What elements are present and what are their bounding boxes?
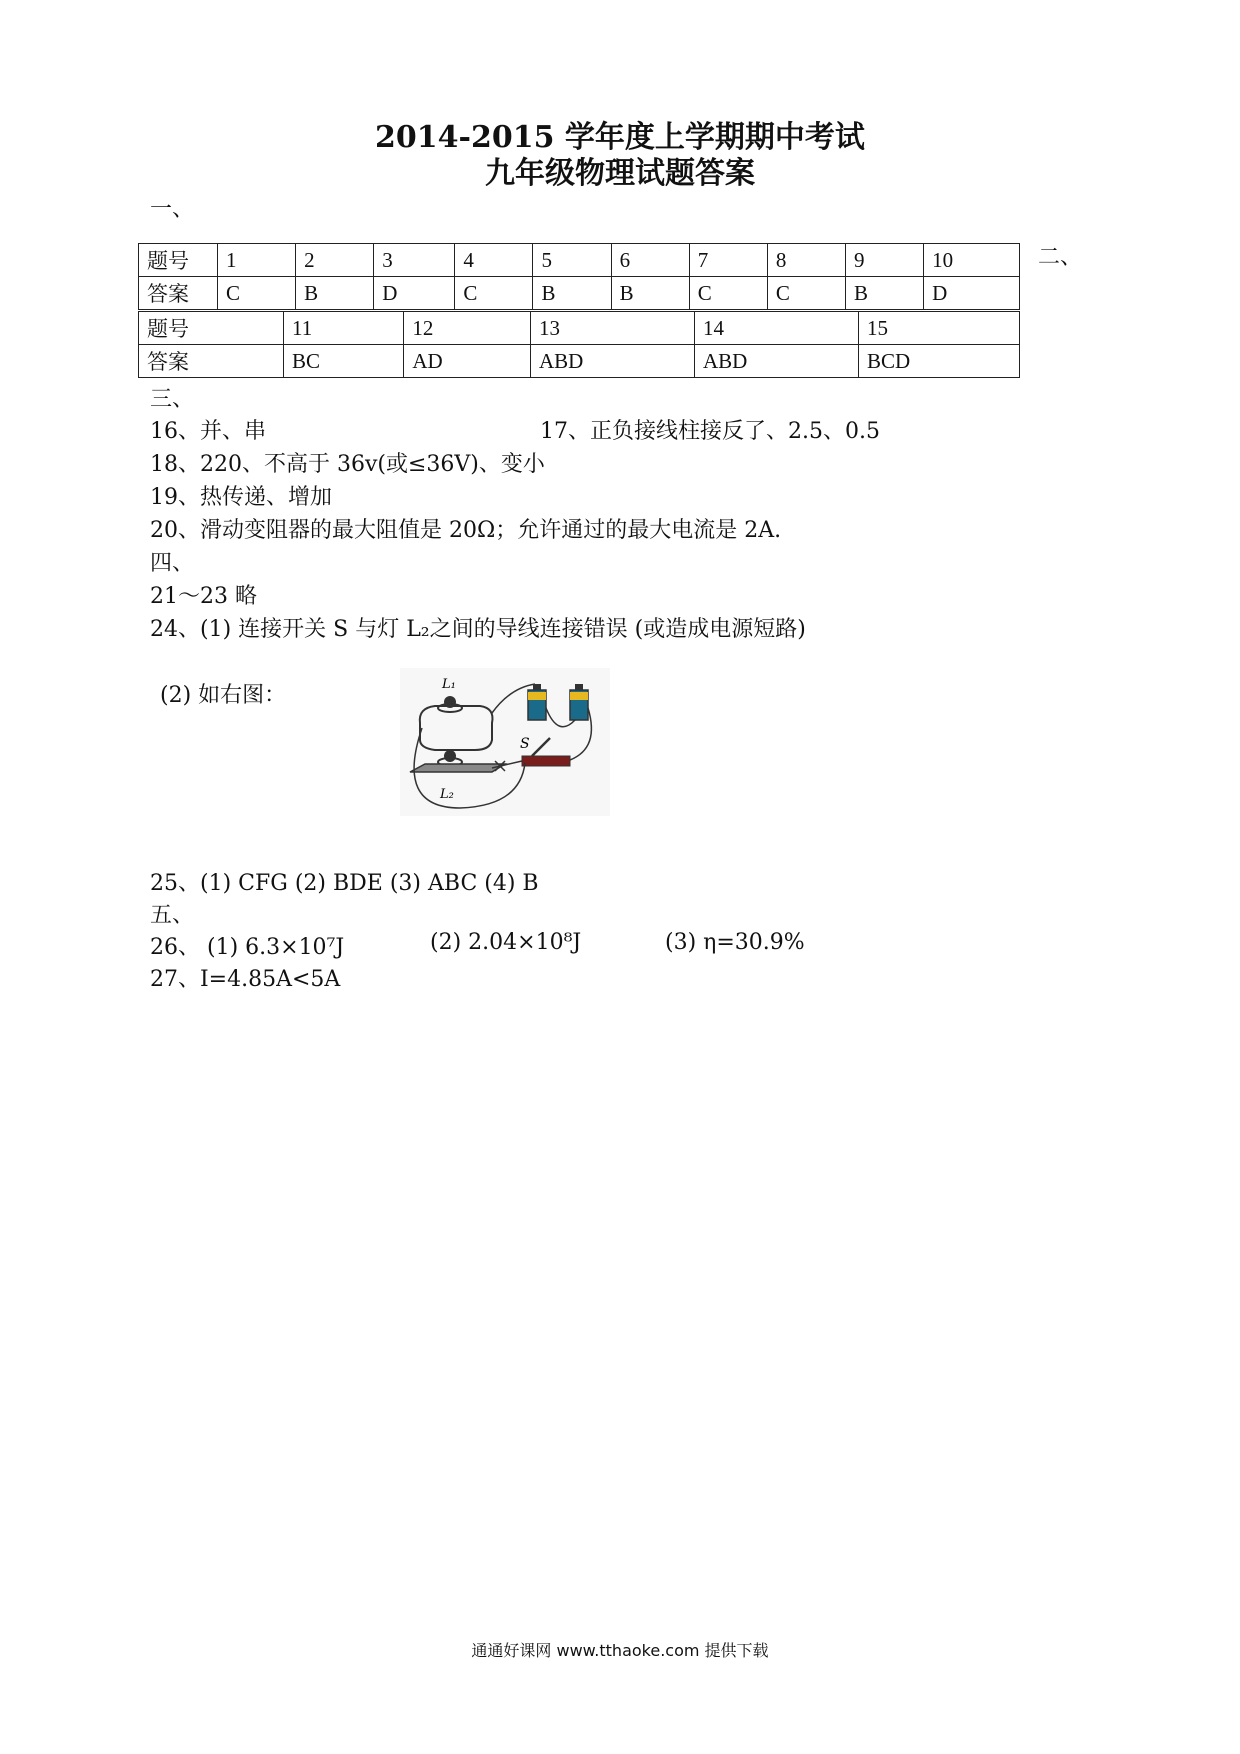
section-5-label: 五、: [150, 903, 195, 928]
table-cell: 11: [284, 312, 404, 345]
table-cell: ABD: [530, 345, 694, 378]
section-4-label: 四、: [150, 551, 195, 576]
table-cell: 2: [296, 244, 374, 277]
answer-table-1: [138, 243, 1020, 310]
answer-24-part1: 24、(1) 连接开关 S 与灯 L₂之间的导线连接错误 (或造成电源短路): [150, 617, 806, 642]
table-cell: AD: [404, 345, 531, 378]
table-cell: 答案: [139, 277, 218, 310]
table-cell: D: [374, 277, 455, 310]
table-cell: 5: [533, 244, 611, 277]
table-cell: 答案: [139, 345, 284, 378]
section-3-label: 三、: [150, 387, 195, 412]
table-cell: C: [767, 277, 845, 310]
exam-subtitle: 九年级物理试题答案: [485, 156, 755, 191]
answer-18: 18、220、不高于 36v(或≤36V)、变小: [150, 452, 545, 477]
table-cell: 6: [611, 244, 689, 277]
answer-17: 17、正负接线柱接反了、2.5、0.5: [540, 419, 880, 444]
label-l2: L₂: [440, 787, 454, 802]
table-cell: 8: [767, 244, 845, 277]
table-cell: C: [455, 277, 533, 310]
exam-title: 2014-2015 学年度上学期期中考试: [375, 120, 865, 155]
table-cell: B: [533, 277, 611, 310]
answer-24-part2: (2) 如右图：: [160, 683, 287, 708]
footer-source: 通通好课网 www.tthaoke.com 提供下载: [471, 1641, 769, 1660]
table-row: [139, 312, 1020, 345]
table-cell: 9: [846, 244, 924, 277]
table-cell: 15: [859, 312, 1020, 345]
table-row: [139, 244, 1020, 277]
table-cell: BCD: [859, 345, 1020, 378]
section-1-label: 一、: [150, 197, 195, 222]
table-cell: 4: [455, 244, 533, 277]
table-cell: 10: [924, 244, 1020, 277]
table-cell: 题号: [139, 312, 284, 345]
table-cell: 12: [404, 312, 531, 345]
label-l1: L₁: [442, 677, 456, 692]
table-cell: 13: [530, 312, 694, 345]
answer-25: 25、(1) CFG (2) BDE (3) ABC (4) B: [150, 871, 539, 896]
table-cell: C: [689, 277, 767, 310]
table-cell: 14: [695, 312, 859, 345]
answer-table-2: [138, 311, 1020, 378]
table-row: [139, 277, 1020, 310]
answer-19: 19、热传递、增加: [150, 485, 332, 510]
answer-26-part2: (2) 2.04×10⁸J: [430, 930, 582, 955]
answer-16: 16、并、串: [150, 419, 266, 444]
table-cell: D: [924, 277, 1020, 310]
table-cell: 题号: [139, 244, 218, 277]
table-cell: B: [611, 277, 689, 310]
table-cell: B: [296, 277, 374, 310]
table-row: [139, 345, 1020, 378]
table-cell: 1: [218, 244, 296, 277]
table-cell: B: [846, 277, 924, 310]
table-cell: C: [218, 277, 296, 310]
answer-27: 27、I=4.85A<5A: [150, 967, 341, 992]
table-cell: 7: [689, 244, 767, 277]
table-cell: 3: [374, 244, 455, 277]
answer-26-part3: (3) η=30.9%: [665, 930, 805, 955]
table-cell: BC: [284, 345, 404, 378]
label-s: S: [520, 736, 530, 752]
table-cell: ABD: [695, 345, 859, 378]
answer-26-part1: 26、 (1) 6.3×10⁷J: [150, 935, 345, 960]
answer-21-23: 21～23 略: [150, 584, 257, 609]
answer-20: 20、滑动变阻器的最大阻值是 20Ω；允许通过的最大电流是 2A.: [150, 518, 782, 543]
section-2-label: 二、: [1038, 245, 1083, 270]
circuit-diagram: [400, 668, 610, 816]
